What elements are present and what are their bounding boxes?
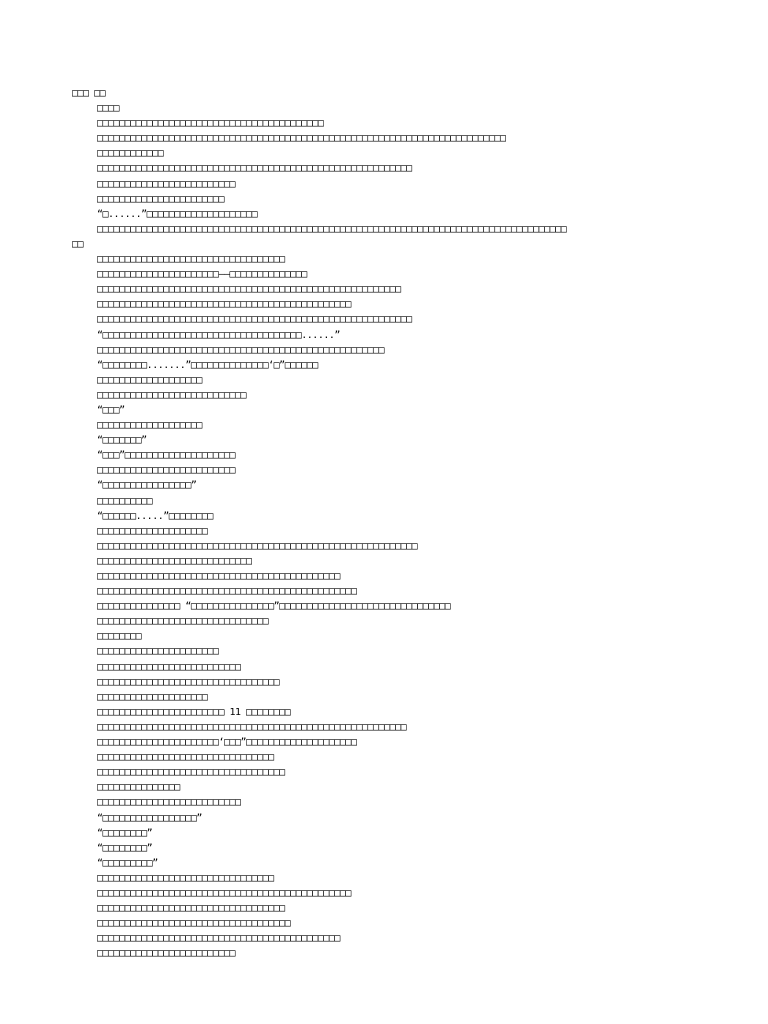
section-heading: □□□ □□ xyxy=(72,88,106,99)
text-line: □□□□□□□□□□□□□□□□□□□□□□□□□□ xyxy=(97,661,241,673)
text-line: □□□□□□□□□□□□□□□□□□□□□□□□□□□□□□□□ xyxy=(97,752,274,764)
text-line: □□□□□□□□□□□□□□□□□□□□□□□□□□□□□□□□□ xyxy=(97,676,280,688)
text-line: □□□□□□□□□□□□□□□□□□□□□□□□□□□□□□□□□□□□□□□□□□□□□□□ xyxy=(97,586,357,598)
text-line: “□□□□□□□” xyxy=(97,435,147,447)
text-line: “□□□□□□□□.......”□□□□□□□□□□□□□□‘□”□□□□□□ xyxy=(97,359,318,371)
text-line: □□□□□□□□□□□□□□□□□□□ xyxy=(97,374,202,386)
text-line: □□□□□□□□□□□□□□□□□□□□ xyxy=(97,525,208,537)
text-line: □□□□□□□□□□□□□□□□□□□□□□ xyxy=(97,646,219,658)
text-line: □□□□□□□□□□□□□□□□□□□□□□□□□□□□□□□□□□ xyxy=(97,767,285,779)
text-line: □□□□□□□□□□□□□□□□□□□□□□‘□□□”□□□□□□□□□□□□□□□□□□□□ xyxy=(97,737,357,749)
text-line: □□□□□□□□□□□□□□□□□□□□□□□□□□□□□□□□□□□□□□□□□ xyxy=(97,118,324,130)
text-line: □□□□ xyxy=(97,103,120,115)
text-line: □□□□□□□□□□□□□□□□□□□□□□□□□□□□□□□□□□□□□□□□□□□□□□ xyxy=(97,887,351,899)
text-line: □□□□□□□□□□□□□□□□□□□□□□□□□ xyxy=(97,465,236,477)
text-line: “□□□□□□□□□□□□□□□□□” xyxy=(97,812,202,824)
text-line: □□□□□□□□□□□□□□□□□□□□□□□□□□□□□□□□□□□□□□□□□□□□□□□□□□□□□□□□□ xyxy=(97,314,412,326)
text-line: □□□□□□□□□□ xyxy=(97,495,153,507)
text-line: “□□□”□□□□□□□□□□□□□□□□□□□□ xyxy=(97,450,236,462)
text-line: “□□□” xyxy=(97,404,125,416)
text-line: □□□□□□□□□□□□□□□□□□□□□□□ 11 □□□□□□□□ xyxy=(97,706,291,718)
text-line: “□□□□□□.....”□□□□□□□□ xyxy=(97,510,213,522)
text-line: □□□□□□□□□□□□□□□□□□□□□□□□□□□□ xyxy=(97,555,252,567)
text-line: “□□□□□□□□” xyxy=(97,842,153,854)
text-line: □□□□□□□□□□□□□□□□□□□□□□□□□□□□□□□□□□ xyxy=(97,903,285,915)
text-line: □□□□□□□□□□□□ xyxy=(97,148,164,160)
text-line: □□□□□□□□□□□□□□□□□□□□□□□□□□□□□□□ xyxy=(97,616,269,628)
text-line: “□□□□□□□□□□□□□□□□□□□□□□□□□□□□□□□□□□□□......” xyxy=(97,329,340,341)
section-heading: □□ xyxy=(72,238,84,250)
text-line: □□□□□□□□□□□□□□□□□□□□□□□□□□ xyxy=(97,797,241,809)
document-page xyxy=(0,86,768,961)
text-line: □□□□□□□□□□□□□□□□□□□□□□□□□□□□□□□□□□□□□□□□□□□□□□□□□□□□□□□□□□□□□□□□□□□□□□□□□□□□□□□□□□□□□ xyxy=(97,223,567,235)
text-line: □□□□□□□□□□□□□□□□□□□□□□□□□□□□□□□□□□□□□□□□□□□□ xyxy=(97,571,340,582)
text-line: “□□□□□□□□” xyxy=(97,827,153,839)
text-line: □□□□□□□□ xyxy=(97,631,142,643)
text-line: □□□□□□□□□□□□□□□□□□□□□□□□□□□□□□□□□□□□□□□□□□□□□□□□□□□□□□□□ xyxy=(97,721,407,733)
text-line: □□□□□□□□□□□□□□□□□□□□ xyxy=(97,691,208,703)
text-line: “□□□□□□□□□□□□□□□□” xyxy=(97,480,197,492)
text-line: □□□□□□□□□□□□□□□□□□□□□□——□□□□□□□□□□□□□□ xyxy=(97,269,307,281)
text-line: “□......”□□□□□□□□□□□□□□□□□□□□ xyxy=(97,208,258,220)
text-line: □□□□□□□□□□□□□□□□□□□□□□□□□□□ xyxy=(97,389,247,401)
text-line: □□□□□□□□□□□□□□□□□□□□□□□□□ xyxy=(97,948,236,960)
text-line: □□□□□□□□□□□□□□□□□□□ xyxy=(97,420,202,432)
text-line: □□□□□□□□□□□□□□□□□□□□□□□□□□□□□□□□□□ xyxy=(97,254,285,266)
text-line: □□□□□□□□□□□□□□□ “□□□□□□□□□□□□□□□”□□□□□□□□□□□□□□□□□□□□□□□□□□□□□□□ xyxy=(97,601,451,613)
text-line: □□□□□□□□□□□□□□□□□□□□□□□□□ xyxy=(97,178,236,190)
text-line: □□□□□□□□□□□□□□□□□□□□□□□□□□□□□□□□□□□□□□□□□□□□□□□□□□□□□□□□□□□□□□□□□□□□□□□□□□ xyxy=(97,133,506,145)
text-line: □□□□□□□□□□□□□□□□□□□□□□□□□□□□□□□□ xyxy=(97,872,274,884)
text-line: □□□□□□□□□□□□□□□□□□□□□□□□□□□□□□□□□□□□□□□□□□□□□□□□□□□□□□□ xyxy=(97,284,401,296)
text-line: “□□□□□□□□□” xyxy=(97,857,158,869)
text-line: □□□□□□□□□□□□□□□□□□□□□□□□□□□□□□□□□□□ xyxy=(97,918,291,930)
text-line: □□□□□□□□□□□□□□□□□□□□□□□□□□□□□□□□□□□□□□□□□□□□ xyxy=(97,933,340,945)
text-line: □□□□□□□□□□□□□□□□□□□□□□□□□□□□□□□□□□□□□□□□□□□□□□□□□□□□ xyxy=(97,344,385,356)
text-line: □□□□□□□□□□□□□□□□□□□□□□□□□□□□□□□□□□□□□□□□□□□□□□□□□□□□□□□□□□ xyxy=(97,540,418,552)
text-line: □□□□□□□□□□□□□□□□□□□□□□□ xyxy=(97,193,224,205)
text-line: □□□□□□□□□□□□□□□ xyxy=(97,782,180,794)
text-line: □□□□□□□□□□□□□□□□□□□□□□□□□□□□□□□□□□□□□□□□□□□□□□□□□□□□□□□□□ xyxy=(97,163,412,175)
text-line: □□□□□□□□□□□□□□□□□□□□□□□□□□□□□□□□□□□□□□□□□□□□□□ xyxy=(97,299,351,311)
